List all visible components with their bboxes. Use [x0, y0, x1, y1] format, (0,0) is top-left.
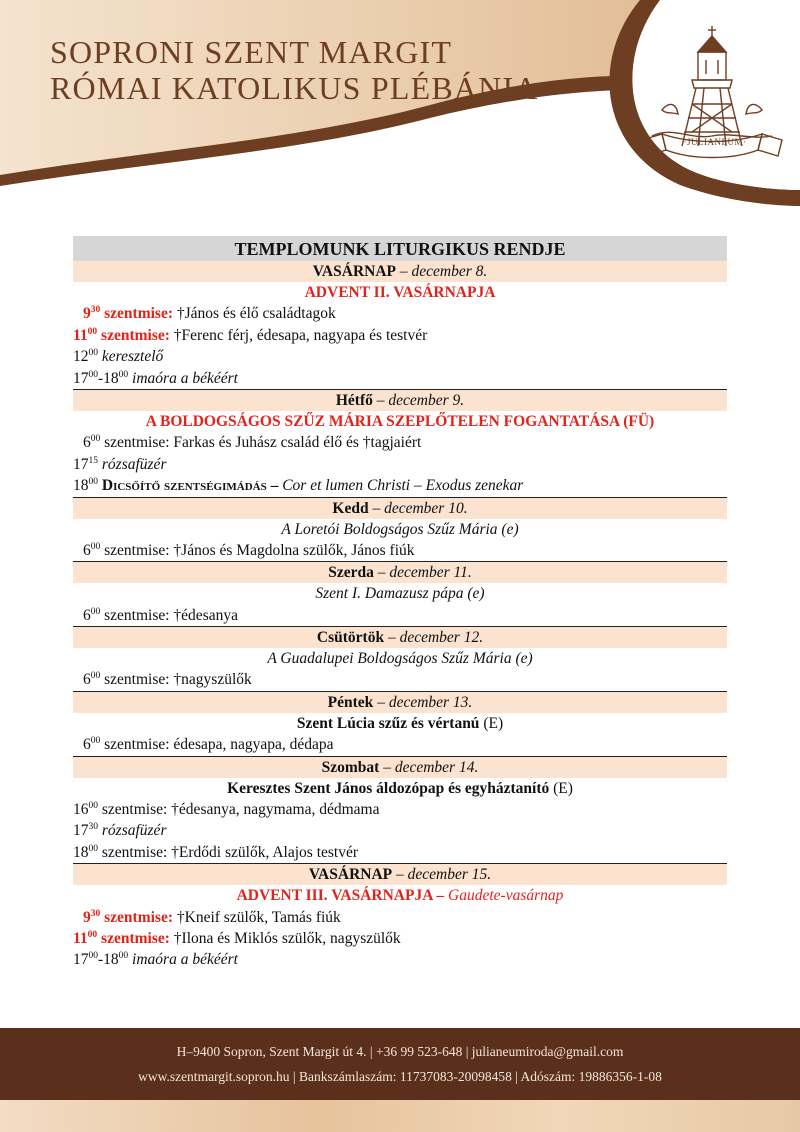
feast-rank: (E) [553, 779, 573, 797]
day-name: Csütörtök [316, 629, 385, 647]
feast-name: A BOLDOGSÁGOS SZŰZ MÁRIA SZEPLŐTELEN FOGANTATÁSA (FÜ) [145, 412, 655, 430]
schedule-item [73, 303, 727, 324]
day-name: Szerda [328, 564, 374, 582]
time: $17^{15}$ [73, 455, 98, 473]
footer-bank-line: www.szentmargit.sopron.hu | Bankszámlaszám: 11737083-20098458 | Adószám: 19886356-1-08 [138, 1069, 662, 1084]
schedule-item [73, 799, 727, 820]
feast-name: Szent I. Damazusz pápa (e) [315, 585, 485, 603]
item-text: rózsafüzér [101, 455, 167, 473]
time: $18^{00}$ [73, 843, 98, 861]
day-header [73, 691, 727, 713]
schedule-item [73, 842, 727, 863]
day-date: – december 9. [376, 391, 465, 409]
time: $16^{00}$ [73, 801, 98, 819]
day-header [73, 497, 727, 519]
item-label: szentmise: [104, 908, 173, 926]
feast-name: ADVENT II. VASÁRNAPJA [304, 284, 496, 301]
time: $9^{30}$ [83, 305, 101, 323]
footer-contact-line: H–9400 Sopron, Szent Margit út 4. | +36 99 523-648 | julianeumiroda@gmail.com [176, 1044, 624, 1059]
day-name: Szombat [321, 758, 380, 776]
item-text: szentmise: †édesanya [104, 606, 238, 624]
day-date: – december 14. [383, 758, 479, 776]
footer-bar [0, 1028, 800, 1100]
item-text: †Kneif szülők, Tamás fiúk [176, 908, 341, 926]
bottom-decor-band [0, 1100, 800, 1132]
day-header [73, 863, 727, 885]
time: $17^{30}$ [73, 822, 98, 840]
item-text: †Ferenc férj, édesapa, nagyapa és testvér [173, 326, 428, 344]
schedule-item [73, 346, 727, 367]
item-label: szentmise: [101, 929, 170, 947]
schedule-item [73, 325, 727, 346]
schedule-item [73, 734, 727, 755]
time: $11^{00}$ [73, 929, 98, 947]
item-text: †Ilona és Miklós szülők, nagyszülők [173, 929, 401, 947]
day-header [73, 389, 727, 411]
item-text: imaóra a békéért [132, 369, 238, 387]
schedule-item [73, 368, 727, 389]
item-text: szentmise: †nagyszülők [104, 671, 252, 689]
day-date: – december 11. [377, 564, 472, 582]
day-date: – december 15. [396, 866, 492, 884]
time: $6^{00}$ [83, 736, 101, 754]
day-header [73, 261, 727, 282]
day-header [73, 626, 727, 648]
feast-subtitle: Gaudete-vasárnap [448, 887, 564, 905]
day-header [73, 561, 727, 583]
time: $6^{00}$ [83, 434, 101, 452]
day-name: VASÁRNAP [308, 866, 393, 884]
item-text: Cor et lumen Christi – Exodus zenekar [282, 477, 524, 495]
day-name: Hétfő [335, 391, 373, 409]
item-text: †János és élő családtagok [176, 305, 336, 323]
time: $6^{00}$ [83, 541, 101, 559]
item-label: Dicsőítő szentségimádás – [101, 477, 279, 495]
liturgical-schedule [73, 236, 727, 971]
item-text: rózsafüzér [101, 822, 167, 840]
schedule-item [73, 907, 727, 928]
item-text: imaóra a békéért [132, 951, 238, 969]
parish-title-line1: SOPRONI SZENT MARGIT [50, 34, 453, 70]
feast-name: Szent Lúcia szűz és vértanú (E) [296, 714, 504, 732]
schedule-item [73, 540, 727, 561]
logo-banner-text: ·JULIANEUM· [683, 137, 747, 147]
item-text: keresztelő [101, 348, 164, 366]
time: $11^{00}$ [73, 326, 98, 344]
item-text: szentmise: †édesanya, nagymama, dédmama [101, 801, 380, 819]
item-label: szentmise: [104, 305, 173, 323]
feast-name: ADVENT III. VASÁRNAPJA – Gaudete-vasárnap [236, 887, 564, 905]
time: $6^{00}$ [83, 606, 101, 624]
feast-name: Keresztes Szent János áldozópap és egyháztanító (E) [227, 779, 573, 797]
schedule-item [73, 928, 727, 949]
day-date: – december 10. [372, 499, 468, 517]
schedule-item [73, 949, 727, 970]
day-date: – december 12. [387, 629, 484, 647]
time: $9^{30}$ [83, 908, 101, 926]
feast-name: A Loretói Boldogságos Szűz Mária (e) [281, 520, 519, 538]
schedule-item [73, 820, 727, 841]
item-text: szentmise: †János és Magdolna szülők, János fiúk [104, 541, 415, 559]
schedule-item [73, 669, 727, 690]
time: $6^{00}$ [83, 671, 101, 689]
schedule-item [73, 432, 727, 453]
schedule-item [73, 475, 727, 496]
feast-name: A Guadalupei Boldogságos Szűz Mária (e) [267, 650, 533, 668]
day-name: VASÁRNAP [312, 263, 396, 280]
feast-rank: (E) [483, 714, 504, 732]
item-text: szentmise: édesapa, nagyapa, dédapa [104, 736, 334, 754]
time: $17^{00}-18^{00}$ [73, 951, 129, 969]
item-text: szentmise: Farkas és Juhász család élő és †tagjaiért [104, 434, 422, 452]
time: $12^{00}$ [73, 348, 98, 366]
day-name: Péntek [327, 693, 374, 711]
day-name: Kedd [332, 499, 369, 517]
time: $18^{00}$ [73, 477, 98, 495]
time: $17^{00}-18^{00}$ [73, 369, 129, 387]
day-header [73, 756, 727, 778]
schedule-item [73, 605, 727, 626]
item-text: szentmise: †Erdődi szülők, Alajos testvér [101, 843, 359, 861]
day-date: – december 8. [399, 263, 488, 280]
item-label: szentmise: [101, 326, 170, 344]
parish-title-line2: RÓMAI KATOLIKUS PLÉBÁNIA [50, 70, 539, 106]
schedule-title: TEMPLOMUNK LITURGIKUS RENDJE [73, 236, 727, 261]
schedule-item [73, 454, 727, 475]
day-date: – december 13. [377, 693, 473, 711]
